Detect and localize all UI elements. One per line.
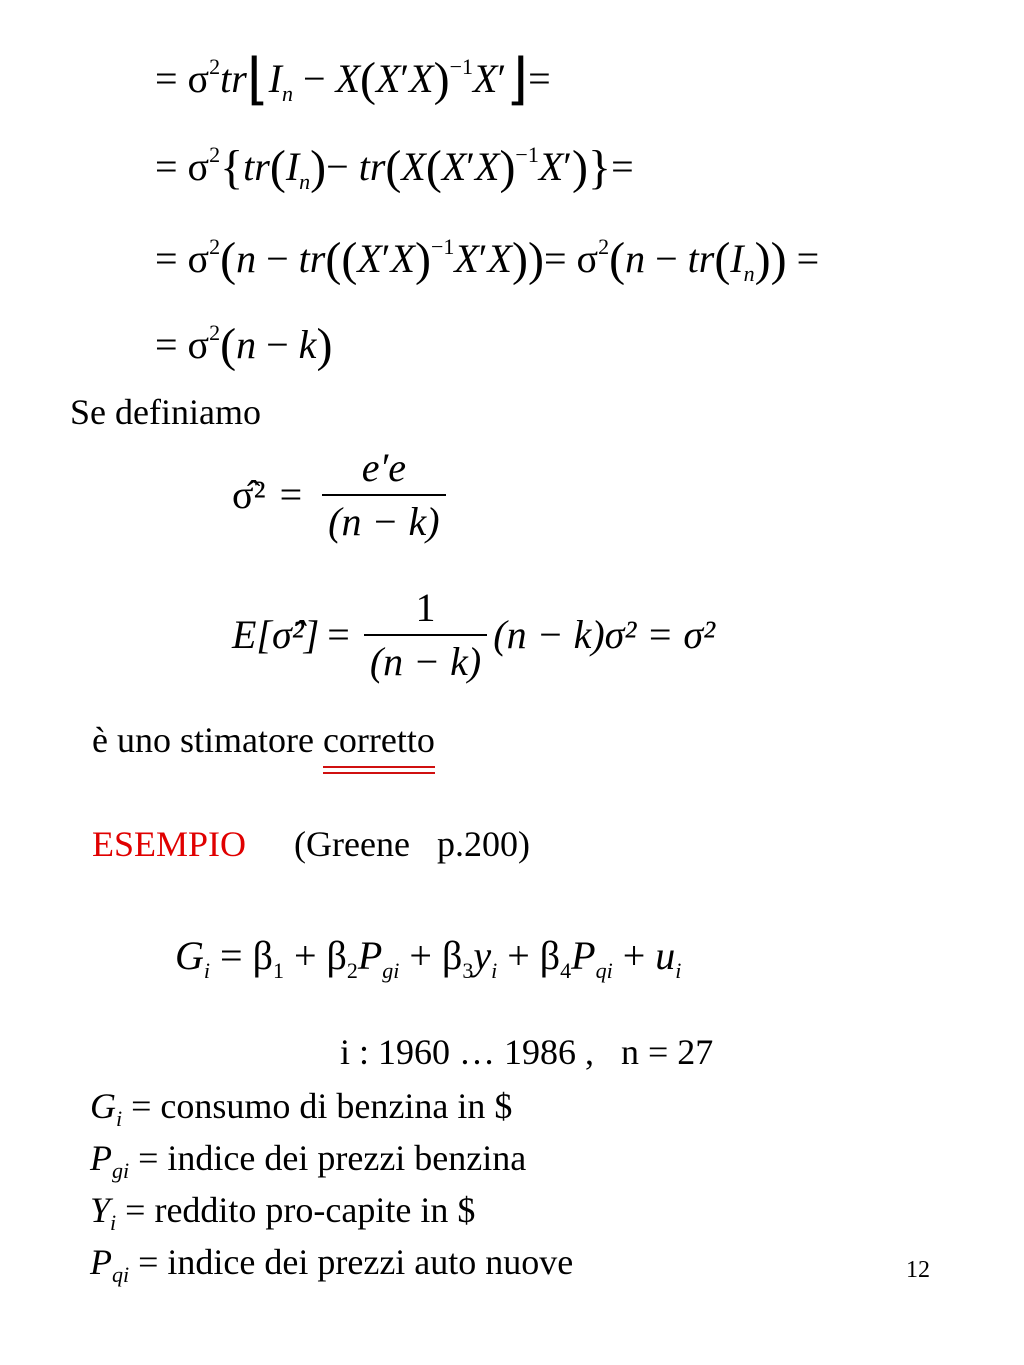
variable-definition: [90, 1190, 476, 1236]
variable-subscript: i: [110, 1210, 117, 1236]
expectation-numerator: 1: [415, 585, 436, 630]
variable-symbol: P: [90, 1242, 112, 1282]
estimator-denominator: (n − k): [322, 494, 445, 542]
slide-number: 12: [906, 1257, 930, 1283]
conclusion: [92, 722, 435, 758]
expectation-lhs: E[σ̂²]: [232, 612, 320, 657]
variable-symbol: G: [90, 1086, 116, 1126]
variable-description: = indice dei prezzi auto nuove: [138, 1242, 574, 1282]
variable-subscript: qi: [112, 1262, 130, 1288]
example-heading: [92, 826, 530, 862]
variable-subscript: i: [116, 1106, 123, 1132]
conclusion-prefix: è uno stimatore: [92, 720, 314, 760]
derivation-line-4: = $\sigma^2(n - k)$: [155, 319, 333, 372]
sample-range: i : 1960 … 1986 , n = 27: [340, 1032, 714, 1072]
variable-description: = reddito pro-capite in $: [125, 1190, 476, 1230]
model-equation: $G_i = \beta_1 + \beta_2P_{gi} + \beta_3y_i + \beta_4P_{qi} + u_i$: [175, 933, 682, 983]
variable-description: = consumo di benzina in $: [131, 1086, 513, 1126]
variable-definition: [90, 1242, 574, 1288]
estimator-formula: σ̂² = $\frac{e'e}{(n - k)}$: [232, 448, 452, 542]
estimator-lhs: σ̂²: [232, 472, 266, 517]
derivation-line-2: = $\sigma^2\{tr(I_n)- tr(X(X'X)^{-1}X')\}=$: [155, 141, 634, 194]
example-reference: (Greene p.200): [294, 824, 530, 864]
derivation-line-1: = $\sigma^2tr⌊I_n$ − $X(X'X)^{-1}X'⌋=$: [155, 49, 551, 111]
variable-symbol: P: [90, 1138, 112, 1178]
variable-subscript: gi: [112, 1158, 130, 1184]
definition-intro: Se definiamo: [70, 392, 261, 432]
variable-definition: [90, 1086, 513, 1132]
underlined-word-corretto: corretto: [323, 720, 435, 768]
expectation-rhs: (n − k)σ² = σ²: [493, 612, 716, 657]
example-label: ESEMPIO: [92, 824, 247, 864]
expectation-denominator: (n − k): [364, 634, 487, 682]
variable-symbol: Y: [90, 1190, 111, 1230]
variable-description: = indice dei prezzi benzina: [138, 1138, 527, 1178]
estimator-numerator: e′e: [361, 445, 406, 490]
estimator-fraction: [322, 445, 445, 544]
expectation-formula: E[σ̂²] = $\frac{1}{(n - k)}$ (n − k)σ² = σ²: [232, 585, 716, 684]
variable-definition: [90, 1138, 527, 1184]
expectation-fraction: [364, 585, 487, 684]
derivation-line-3: = $\sigma^2(n - tr((X'X)^{-1}X'X))= \sigma^2(n - tr(I_n))$ =: [155, 233, 820, 286]
